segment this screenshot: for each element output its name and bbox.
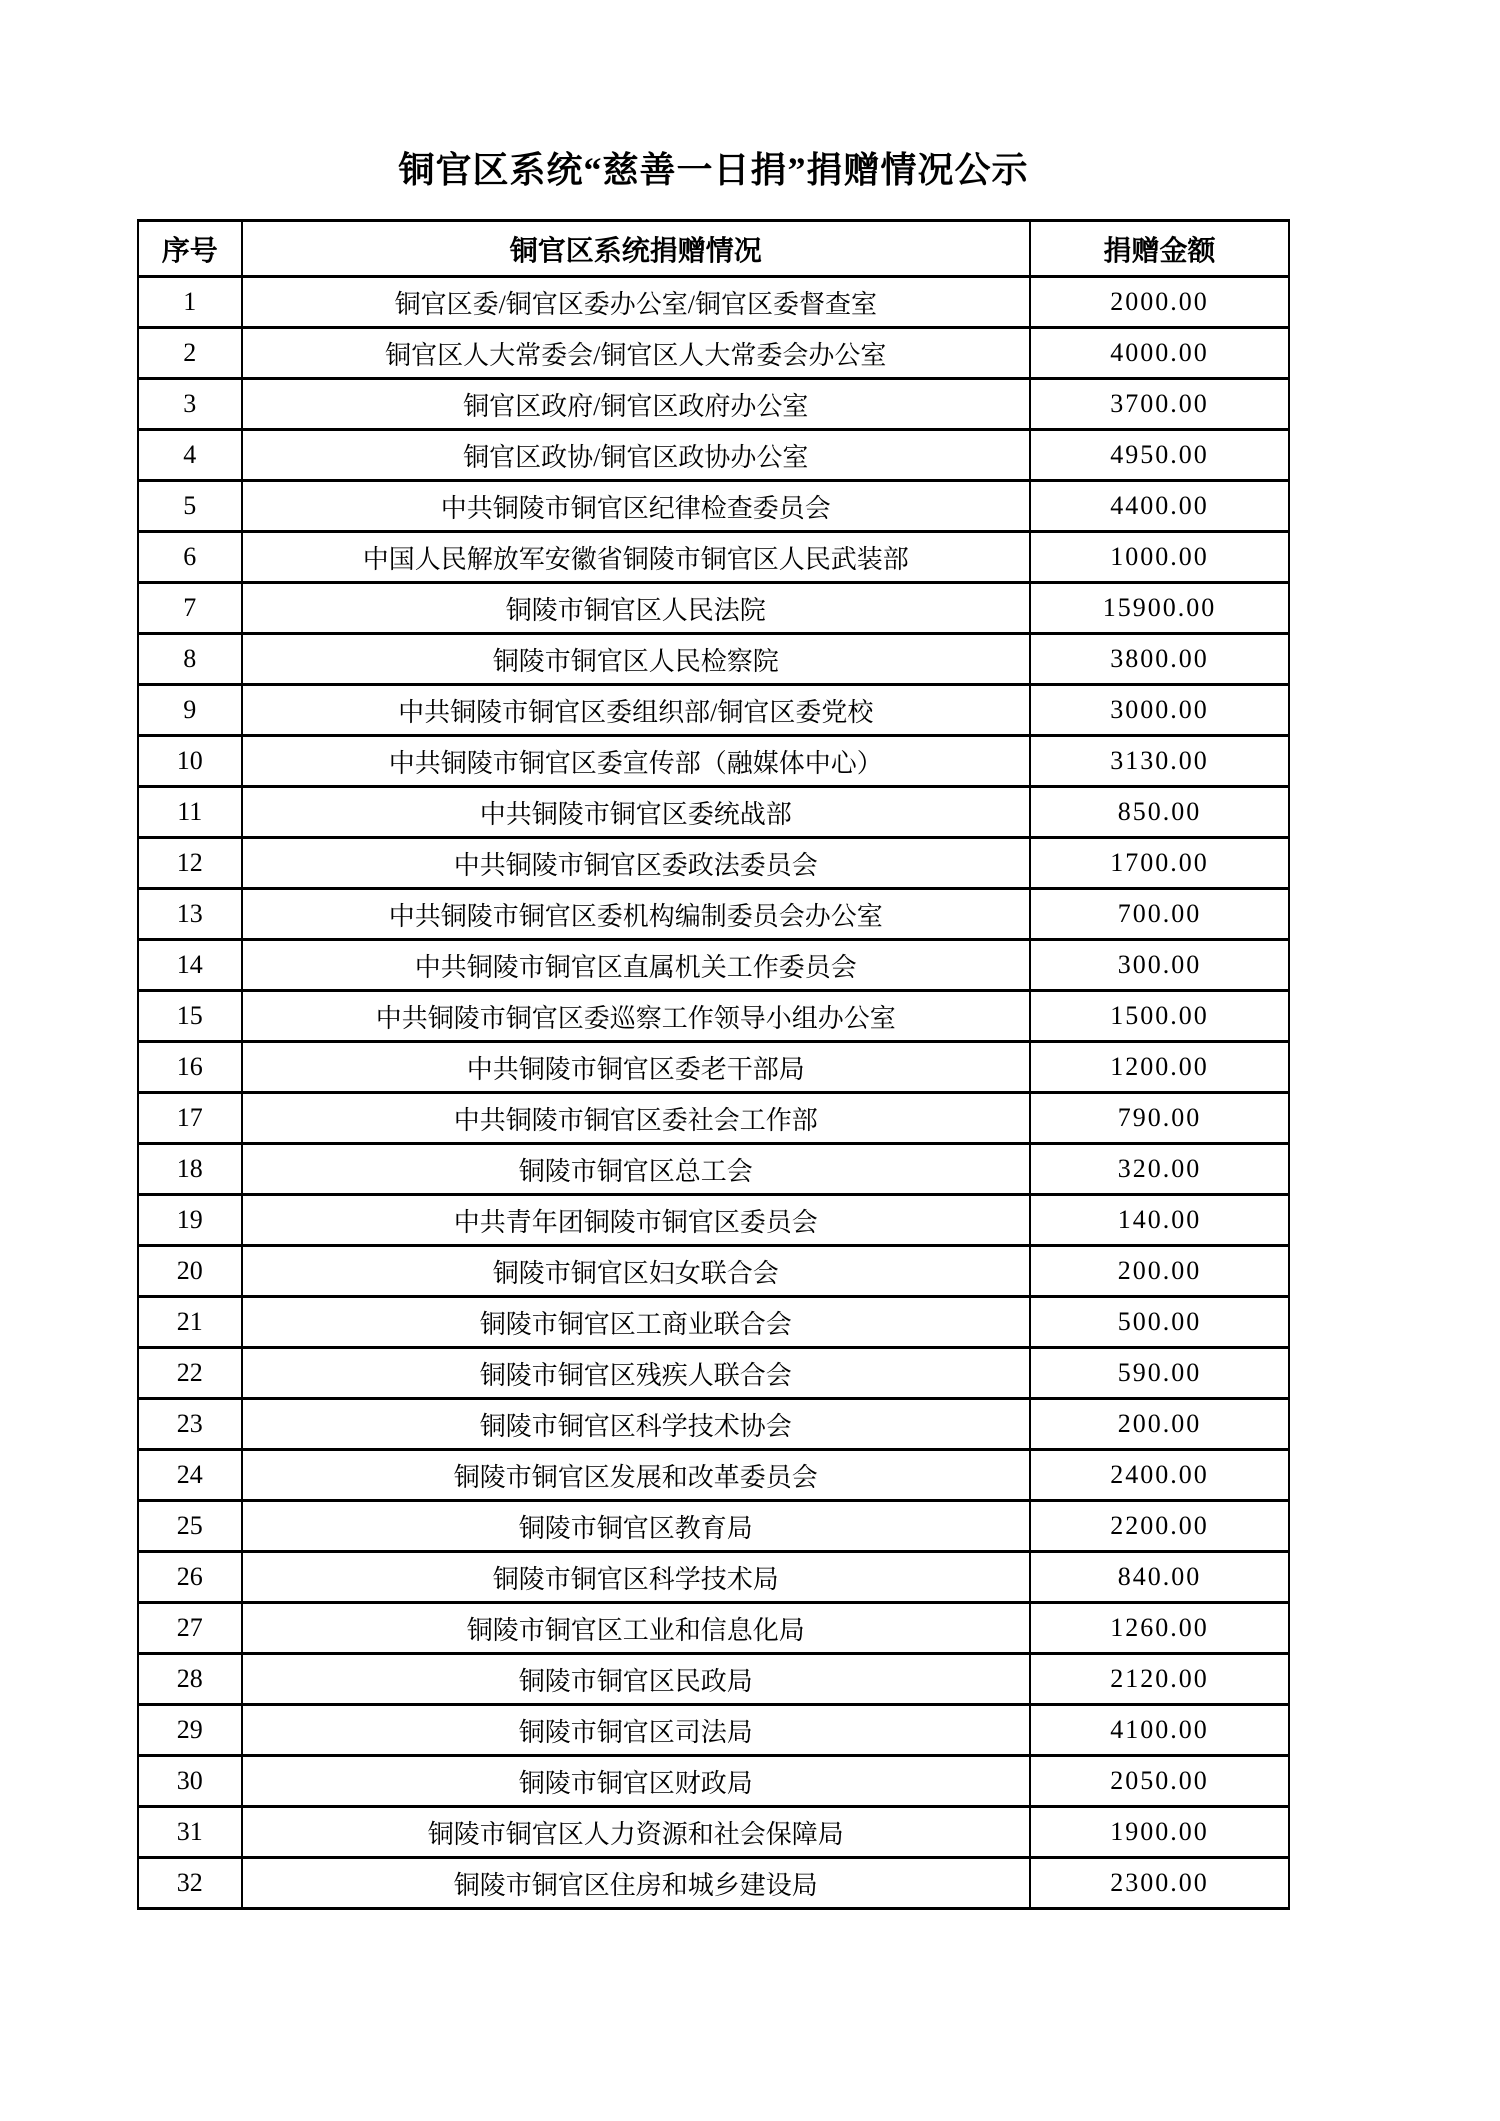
table-row	[138, 1807, 1289, 1858]
row-index-cell: 7	[138, 583, 242, 634]
organization-cell: 铜官区政协/铜官区政协办公室	[242, 430, 1030, 481]
organization-cell: 中共铜陵市铜官区委政法委员会	[242, 838, 1030, 889]
organization-cell: 铜陵市铜官区司法局	[242, 1705, 1030, 1756]
row-index-cell: 25	[138, 1501, 242, 1552]
table-row	[138, 1501, 1289, 1552]
organization-cell: 铜陵市铜官区人力资源和社会保障局	[242, 1807, 1030, 1858]
row-index-cell: 20	[138, 1246, 242, 1297]
header-cell-index: 序号	[138, 221, 242, 277]
amount-cell: 850.00	[1030, 787, 1289, 838]
table-row	[138, 1552, 1289, 1603]
amount-cell: 3700.00	[1030, 379, 1289, 430]
table-row	[138, 838, 1289, 889]
amount-cell: 1200.00	[1030, 1042, 1289, 1093]
row-index-cell: 11	[138, 787, 242, 838]
organization-cell: 铜陵市铜官区总工会	[242, 1144, 1030, 1195]
amount-cell: 840.00	[1030, 1552, 1289, 1603]
row-index-cell: 18	[138, 1144, 242, 1195]
table-header-row	[138, 221, 1289, 277]
table-row	[138, 1705, 1289, 1756]
row-index-cell: 12	[138, 838, 242, 889]
row-index-cell: 4	[138, 430, 242, 481]
table-row	[138, 1297, 1289, 1348]
table-row	[138, 736, 1289, 787]
organization-cell: 铜陵市铜官区残疾人联合会	[242, 1348, 1030, 1399]
table-row	[138, 889, 1289, 940]
donation-table	[137, 219, 1290, 1910]
amount-cell: 4100.00	[1030, 1705, 1289, 1756]
organization-cell: 中国人民解放军安徽省铜陵市铜官区人民武装部	[242, 532, 1030, 583]
table-row	[138, 1654, 1289, 1705]
amount-cell: 1000.00	[1030, 532, 1289, 583]
row-index-cell: 10	[138, 736, 242, 787]
organization-cell: 铜官区委/铜官区委办公室/铜官区委督查室	[242, 277, 1030, 328]
row-index-cell: 9	[138, 685, 242, 736]
row-index-cell: 32	[138, 1858, 242, 1909]
table-row	[138, 1399, 1289, 1450]
organization-cell: 中共铜陵市铜官区直属机关工作委员会	[242, 940, 1030, 991]
row-index-cell: 22	[138, 1348, 242, 1399]
organization-cell: 中共青年团铜陵市铜官区委员会	[242, 1195, 1030, 1246]
amount-cell: 1260.00	[1030, 1603, 1289, 1654]
organization-cell: 铜陵市铜官区工商业联合会	[242, 1297, 1030, 1348]
amount-cell: 500.00	[1030, 1297, 1289, 1348]
row-index-cell: 16	[138, 1042, 242, 1093]
table-row	[138, 379, 1289, 430]
amount-cell: 140.00	[1030, 1195, 1289, 1246]
row-index-cell: 31	[138, 1807, 242, 1858]
row-index-cell: 26	[138, 1552, 242, 1603]
organization-cell: 中共铜陵市铜官区委组织部/铜官区委党校	[242, 685, 1030, 736]
table-row	[138, 1756, 1289, 1807]
row-index-cell: 29	[138, 1705, 242, 1756]
organization-cell: 中共铜陵市铜官区委老干部局	[242, 1042, 1030, 1093]
amount-cell: 200.00	[1030, 1246, 1289, 1297]
row-index-cell: 6	[138, 532, 242, 583]
table-row	[138, 634, 1289, 685]
row-index-cell: 27	[138, 1603, 242, 1654]
amount-cell: 4400.00	[1030, 481, 1289, 532]
table-row	[138, 940, 1289, 991]
table-row	[138, 1858, 1289, 1909]
organization-cell: 铜陵市铜官区教育局	[242, 1501, 1030, 1552]
organization-cell: 中共铜陵市铜官区委机构编制委员会办公室	[242, 889, 1030, 940]
row-index-cell: 14	[138, 940, 242, 991]
amount-cell: 200.00	[1030, 1399, 1289, 1450]
amount-cell: 700.00	[1030, 889, 1289, 940]
table-row	[138, 1195, 1289, 1246]
table-row	[138, 583, 1289, 634]
table-row	[138, 1246, 1289, 1297]
organization-cell: 铜陵市铜官区民政局	[242, 1654, 1030, 1705]
table-row	[138, 1144, 1289, 1195]
amount-cell: 2200.00	[1030, 1501, 1289, 1552]
organization-cell: 中共铜陵市铜官区委宣传部（融媒体中心）	[242, 736, 1030, 787]
row-index-cell: 23	[138, 1399, 242, 1450]
table-row	[138, 1093, 1289, 1144]
row-index-cell: 8	[138, 634, 242, 685]
amount-cell: 2400.00	[1030, 1450, 1289, 1501]
row-index-cell: 5	[138, 481, 242, 532]
row-index-cell: 13	[138, 889, 242, 940]
organization-cell: 铜陵市铜官区工业和信息化局	[242, 1603, 1030, 1654]
organization-cell: 中共铜陵市铜官区委巡察工作领导小组办公室	[242, 991, 1030, 1042]
amount-cell: 2050.00	[1030, 1756, 1289, 1807]
table-row	[138, 532, 1289, 583]
table-row	[138, 1450, 1289, 1501]
header-cell-amount: 捐赠金额	[1030, 221, 1289, 277]
amount-cell: 590.00	[1030, 1348, 1289, 1399]
amount-cell: 4000.00	[1030, 328, 1289, 379]
table-row	[138, 277, 1289, 328]
amount-cell: 1700.00	[1030, 838, 1289, 889]
organization-cell: 铜陵市铜官区发展和改革委员会	[242, 1450, 1030, 1501]
row-index-cell: 21	[138, 1297, 242, 1348]
row-index-cell: 30	[138, 1756, 242, 1807]
row-index-cell: 17	[138, 1093, 242, 1144]
table-body	[138, 277, 1289, 1909]
table-row	[138, 1348, 1289, 1399]
document-content	[137, 0, 1290, 1910]
row-index-cell: 3	[138, 379, 242, 430]
amount-cell: 3130.00	[1030, 736, 1289, 787]
page-title: 铜官区系统“慈善一日捐”捐赠情况公示	[398, 150, 1029, 190]
organization-cell: 铜陵市铜官区住房和城乡建设局	[242, 1858, 1030, 1909]
organization-cell: 铜陵市铜官区科学技术协会	[242, 1399, 1030, 1450]
amount-cell: 300.00	[1030, 940, 1289, 991]
table-row	[138, 991, 1289, 1042]
organization-cell: 铜陵市铜官区科学技术局	[242, 1552, 1030, 1603]
amount-cell: 2300.00	[1030, 1858, 1289, 1909]
amount-cell: 15900.00	[1030, 583, 1289, 634]
amount-cell: 2120.00	[1030, 1654, 1289, 1705]
amount-cell: 1500.00	[1030, 991, 1289, 1042]
row-index-cell: 2	[138, 328, 242, 379]
amount-cell: 320.00	[1030, 1144, 1289, 1195]
amount-cell: 4950.00	[1030, 430, 1289, 481]
row-index-cell: 15	[138, 991, 242, 1042]
amount-cell: 1900.00	[1030, 1807, 1289, 1858]
row-index-cell: 24	[138, 1450, 242, 1501]
amount-cell: 3000.00	[1030, 685, 1289, 736]
table-row	[138, 481, 1289, 532]
organization-cell: 铜陵市铜官区人民检察院	[242, 634, 1030, 685]
organization-cell: 铜陵市铜官区人民法院	[242, 583, 1030, 634]
amount-cell: 790.00	[1030, 1093, 1289, 1144]
organization-cell: 中共铜陵市铜官区委统战部	[242, 787, 1030, 838]
organization-cell: 中共铜陵市铜官区纪律检查委员会	[242, 481, 1030, 532]
organization-cell: 中共铜陵市铜官区委社会工作部	[242, 1093, 1030, 1144]
organization-cell: 铜陵市铜官区财政局	[242, 1756, 1030, 1807]
table-row	[138, 1603, 1289, 1654]
table-row	[138, 1042, 1289, 1093]
table-row	[138, 328, 1289, 379]
organization-cell: 铜官区政府/铜官区政府办公室	[242, 379, 1030, 430]
organization-cell: 铜官区人大常委会/铜官区人大常委会办公室	[242, 328, 1030, 379]
organization-cell: 铜陵市铜官区妇女联合会	[242, 1246, 1030, 1297]
row-index-cell: 1	[138, 277, 242, 328]
row-index-cell: 19	[138, 1195, 242, 1246]
amount-cell: 3800.00	[1030, 634, 1289, 685]
header-cell-organization: 铜官区系统捐赠情况	[242, 221, 1030, 277]
table-row	[138, 685, 1289, 736]
table-row	[138, 787, 1289, 838]
row-index-cell: 28	[138, 1654, 242, 1705]
amount-cell: 2000.00	[1030, 277, 1289, 328]
table-row	[138, 430, 1289, 481]
